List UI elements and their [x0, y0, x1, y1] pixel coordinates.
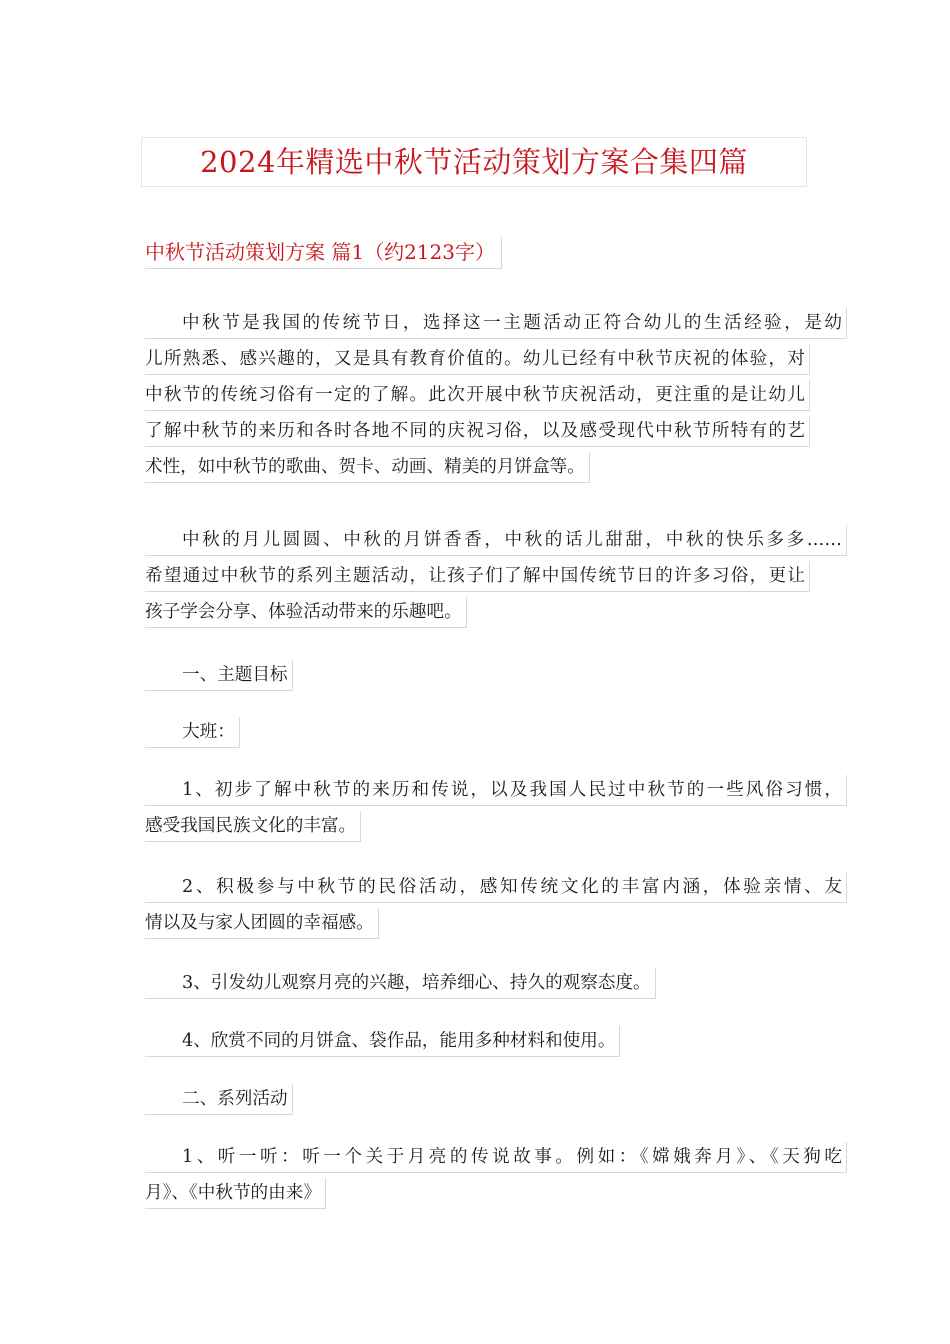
document-title: 2024年精选中秋节活动策划方案合集四篇: [141, 137, 807, 187]
paragraph-line: 1、听一听：听一个关于月亮的传说故事。例如：《嫦娥奔月》、《天狗吃: [145, 1142, 809, 1178]
subheading-big-class: [145, 717, 809, 753]
paragraph-line: 大班：: [145, 717, 809, 753]
paragraph-line: 一、主题目标: [145, 660, 809, 696]
paragraph-line: 中秋节的传统习俗有一定的了解。此次开展中秋节庆祝活动，更注重的是让幼儿: [145, 380, 809, 416]
section-heading: 中秋节活动策划方案 篇1（约2123字）: [145, 237, 502, 269]
paragraph-line: 儿所熟悉、感兴趣的，又是具有教育价值的。幼儿已经有中秋节庆祝的体验，对: [145, 344, 809, 380]
paragraph-line: 月》、《中秋节的由来》: [145, 1178, 809, 1214]
goal-item-2: [145, 872, 842, 944]
paragraph-line: 情以及与家人团圆的幸福感。: [145, 908, 809, 944]
goal-item-1: [145, 775, 842, 847]
paragraph-line: 1、初步了解中秋节的来历和传说，以及我国人民过中秋节的一些风俗习惯，: [145, 775, 809, 811]
paragraph-line: 希望通过中秋节的系列主题活动，让孩子们了解中国传统节日的许多习俗，更让: [145, 561, 809, 597]
paragraph-line: 术性，如中秋节的歌曲、贺卡、动画、精美的月饼盒等。: [145, 452, 809, 488]
paragraph-line: 中秋节是我国的传统节日，选择这一主题活动正符合幼儿的生活经验，是幼: [145, 308, 809, 344]
subheading-series-activities: [145, 1084, 809, 1120]
paragraph-line: 感受我国民族文化的丰富。: [145, 811, 809, 847]
paragraph-line: 孩子学会分享、体验活动带来的乐趣吧。: [145, 597, 809, 633]
goal-item-4: [145, 1026, 809, 1062]
activity-item-1: [145, 1142, 842, 1214]
goal-item-3: [145, 968, 809, 1004]
paragraph-intro: [145, 308, 842, 488]
paragraph-line: 二、系列活动: [145, 1084, 809, 1120]
subheading-theme-goals: [145, 660, 809, 696]
paragraph-line: 中秋的月儿圆圆、中秋的月饼香香，中秋的话儿甜甜，中秋的快乐多多……: [145, 525, 809, 561]
paragraph-wishes: [145, 525, 842, 633]
paragraph-line: 3、引发幼儿观察月亮的兴趣，培养细心、持久的观察态度。: [145, 968, 809, 1004]
paragraph-line: 4、欣赏不同的月饼盒、袋作品，能用多种材料和使用。: [145, 1026, 809, 1062]
paragraph-line: 2、积极参与中秋节的民俗活动，感知传统文化的丰富内涵，体验亲情、友: [145, 872, 809, 908]
paragraph-line: 了解中秋节的来历和各时各地不同的庆祝习俗，以及感受现代中秋节所特有的艺: [145, 416, 809, 452]
